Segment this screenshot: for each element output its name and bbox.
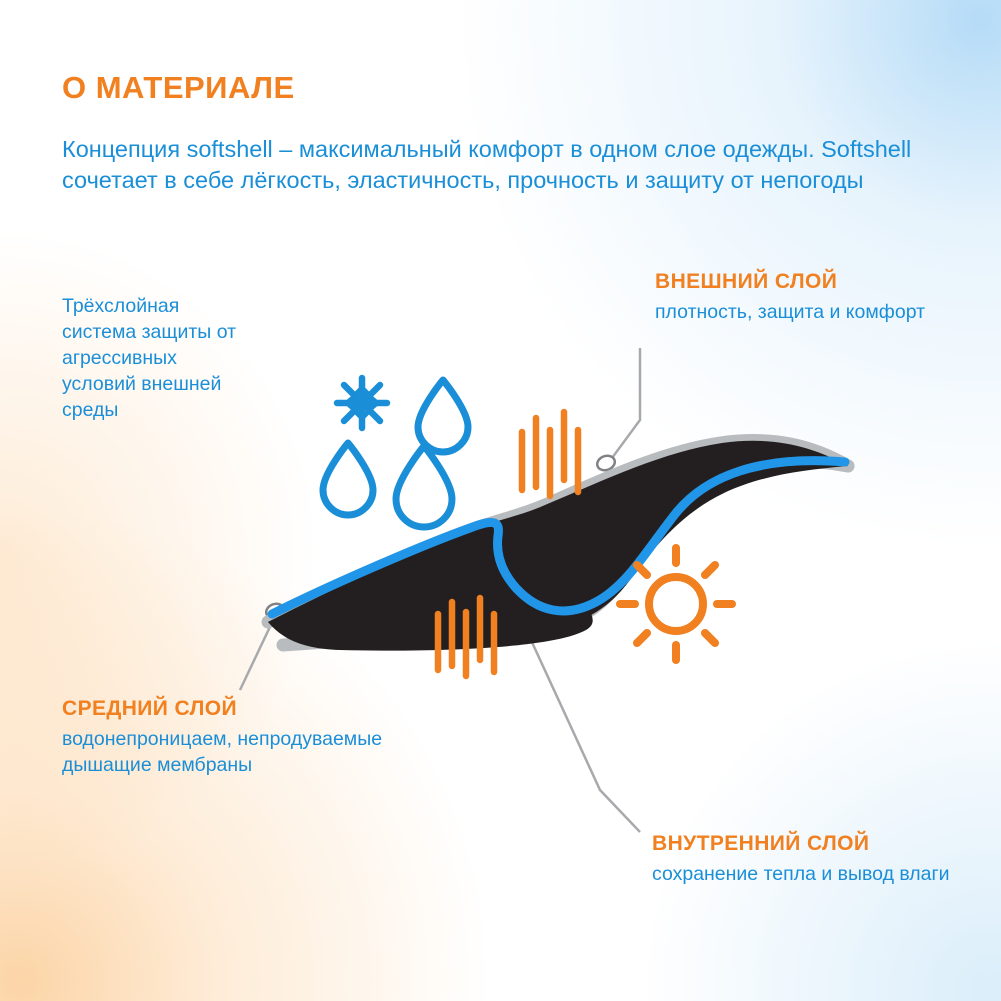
callout-outer-layer-title: ВНЕШНИЙ СЛОЙ [655,270,838,293]
callout-outer-layer [655,270,955,325]
callout-inner-layer [652,832,982,887]
intro-paragraph: Концепция softshell – максимальный комфорт в одном слое одежды. Softshell сочетает в себе лёгкость, эластичность, прочность и защиту от непогоды [62,136,912,193]
callout-middle-layer-body: водонепроницаем, непродуваемые дышащие мембраны [62,728,383,776]
heat-lines-icon [522,412,578,496]
snowflake-icon [337,378,387,428]
page-title: О МАТЕРИАЛЕ [62,70,295,105]
callout-middle-layer-title: СРЕДНИЙ СЛОЙ [62,697,237,720]
callout-middle-layer [62,697,452,778]
leader-line-outer [612,348,640,458]
callout-outer-layer-body: плотность, защита и комфорт [655,301,926,323]
callout-inner-layer-body: сохранение тепла и вывод влаги [652,863,950,885]
sun-icon [620,548,732,660]
left-description: Трёхслойная система защиты от агрессивных условий внешней среды [62,295,237,421]
callout-inner-layer-title: ВНУТРЕННИЙ СЛОЙ [652,832,870,855]
leader-line-inner [519,614,640,832]
